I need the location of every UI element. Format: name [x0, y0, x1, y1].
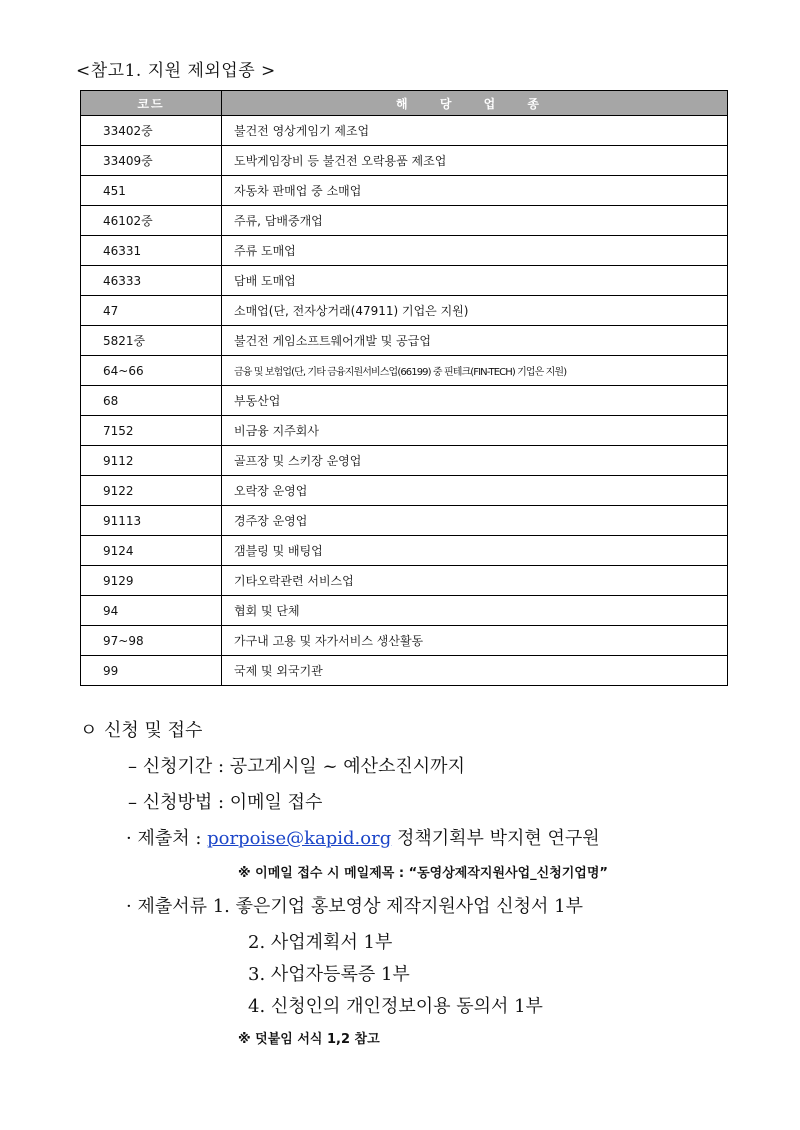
header-industry: 해 당 업 종	[222, 91, 728, 116]
table-row	[81, 566, 728, 596]
industry-description: 기타오락관련 서비스업	[222, 566, 728, 596]
industry-description: 주류, 담배중개업	[222, 206, 728, 236]
industry-code: 64~66	[81, 356, 222, 386]
industry-code: 47	[81, 296, 222, 326]
industry-description: 국제 및 외국기관	[222, 656, 728, 686]
industry-description: 부동산업	[222, 386, 728, 416]
industry-description: 불건전 영상게임기 제조업	[222, 116, 728, 146]
industry-code: 46102중	[81, 206, 222, 236]
industry-description: 골프장 및 스키장 운영업	[222, 446, 728, 476]
table-header-row	[81, 91, 728, 116]
document-item: 2. 사업계획서 1부	[248, 932, 393, 953]
industry-description: 도박게임장비 등 불건전 오락용품 제조업	[222, 146, 728, 176]
document-item: 4. 신청인의 개인정보이용 동의서 1부	[248, 996, 543, 1017]
table-row	[81, 536, 728, 566]
industry-description: 가구내 고용 및 자가서비스 생산활동	[222, 626, 728, 656]
table-row	[81, 326, 728, 356]
destination-label: · 제출처 :	[126, 828, 202, 849]
table-row	[81, 596, 728, 626]
table-row	[81, 116, 728, 146]
apply-heading-text: 신청 및 접수	[104, 720, 203, 741]
industry-code: 451	[81, 176, 222, 206]
table-row	[81, 446, 728, 476]
apply-destination	[126, 824, 600, 850]
caption: <참고1. 지원 제외업종 >	[76, 61, 276, 81]
email-subject-note: ※ 이메일 접수 시 메일제목 : “동영상제작지원사업_신청기업명”	[238, 866, 608, 881]
industry-code: 97~98	[81, 626, 222, 656]
destination-email-link[interactable]: porpoise@kapid.org	[207, 828, 392, 849]
apply-heading	[80, 716, 202, 742]
industry-code: 9129	[81, 566, 222, 596]
table-row	[81, 206, 728, 236]
industry-description: 경주장 운영업	[222, 506, 728, 536]
industry-description: 비금융 지주회사	[222, 416, 728, 446]
table-row	[81, 626, 728, 656]
table-row	[81, 236, 728, 266]
industry-description: 불건전 게임소프트웨어개발 및 공급업	[222, 326, 728, 356]
document-item: 3. 사업자등록증 1부	[248, 964, 410, 985]
apply-period: – 신청기간 : 공고게시일 ~ 예산소진시까지	[128, 756, 465, 777]
industry-code: 94	[81, 596, 222, 626]
table-row	[81, 416, 728, 446]
table-row	[81, 386, 728, 416]
industry-code: 9124	[81, 536, 222, 566]
table-row	[81, 656, 728, 686]
destination-contact: 정책기획부 박지현 연구원	[396, 828, 600, 849]
table-row	[81, 146, 728, 176]
excluded-industries-table	[80, 90, 728, 686]
industry-description: 갬블링 및 배팅업	[222, 536, 728, 566]
industry-description: 금융 및 보험업(단, 기타 금융지원서비스업(66199) 중 핀테크(FIN-TECH) 기업은 지원)	[222, 356, 728, 386]
table-row	[81, 506, 728, 536]
document-item: 1. 좋은기업 홍보영상 제작지원사업 신청서 1부	[212, 896, 583, 917]
industry-description: 자동차 판매업 중 소매업	[222, 176, 728, 206]
industry-code: 33409중	[81, 146, 222, 176]
industry-code: 5821중	[81, 326, 222, 356]
industry-code: 9112	[81, 446, 222, 476]
industry-code: 33402중	[81, 116, 222, 146]
industry-code: 46333	[81, 266, 222, 296]
header-code: 코드	[81, 91, 222, 116]
industry-description: 협회 및 단체	[222, 596, 728, 626]
industry-description: 담배 도매업	[222, 266, 728, 296]
forms-note: ※ 덧붙임 서식 1,2 참고	[238, 1032, 380, 1047]
circle-bullet: ㅇ	[80, 720, 98, 741]
industry-description: 주류 도매업	[222, 236, 728, 266]
industry-code: 99	[81, 656, 222, 686]
table-row	[81, 176, 728, 206]
documents-label: · 제출서류	[126, 896, 207, 917]
apply-method: – 신청방법 : 이메일 접수	[128, 792, 323, 813]
table-row	[81, 356, 728, 386]
industry-description: 오락장 운영업	[222, 476, 728, 506]
industry-code: 46331	[81, 236, 222, 266]
industry-code: 91113	[81, 506, 222, 536]
industry-description: 소매업(단, 전자상거래(47911) 기업은 지원)	[222, 296, 728, 326]
industry-code: 7152	[81, 416, 222, 446]
apply-documents	[126, 892, 583, 918]
industry-code: 68	[81, 386, 222, 416]
table-row	[81, 476, 728, 506]
industry-code: 9122	[81, 476, 222, 506]
table-row	[81, 266, 728, 296]
table-row	[81, 296, 728, 326]
